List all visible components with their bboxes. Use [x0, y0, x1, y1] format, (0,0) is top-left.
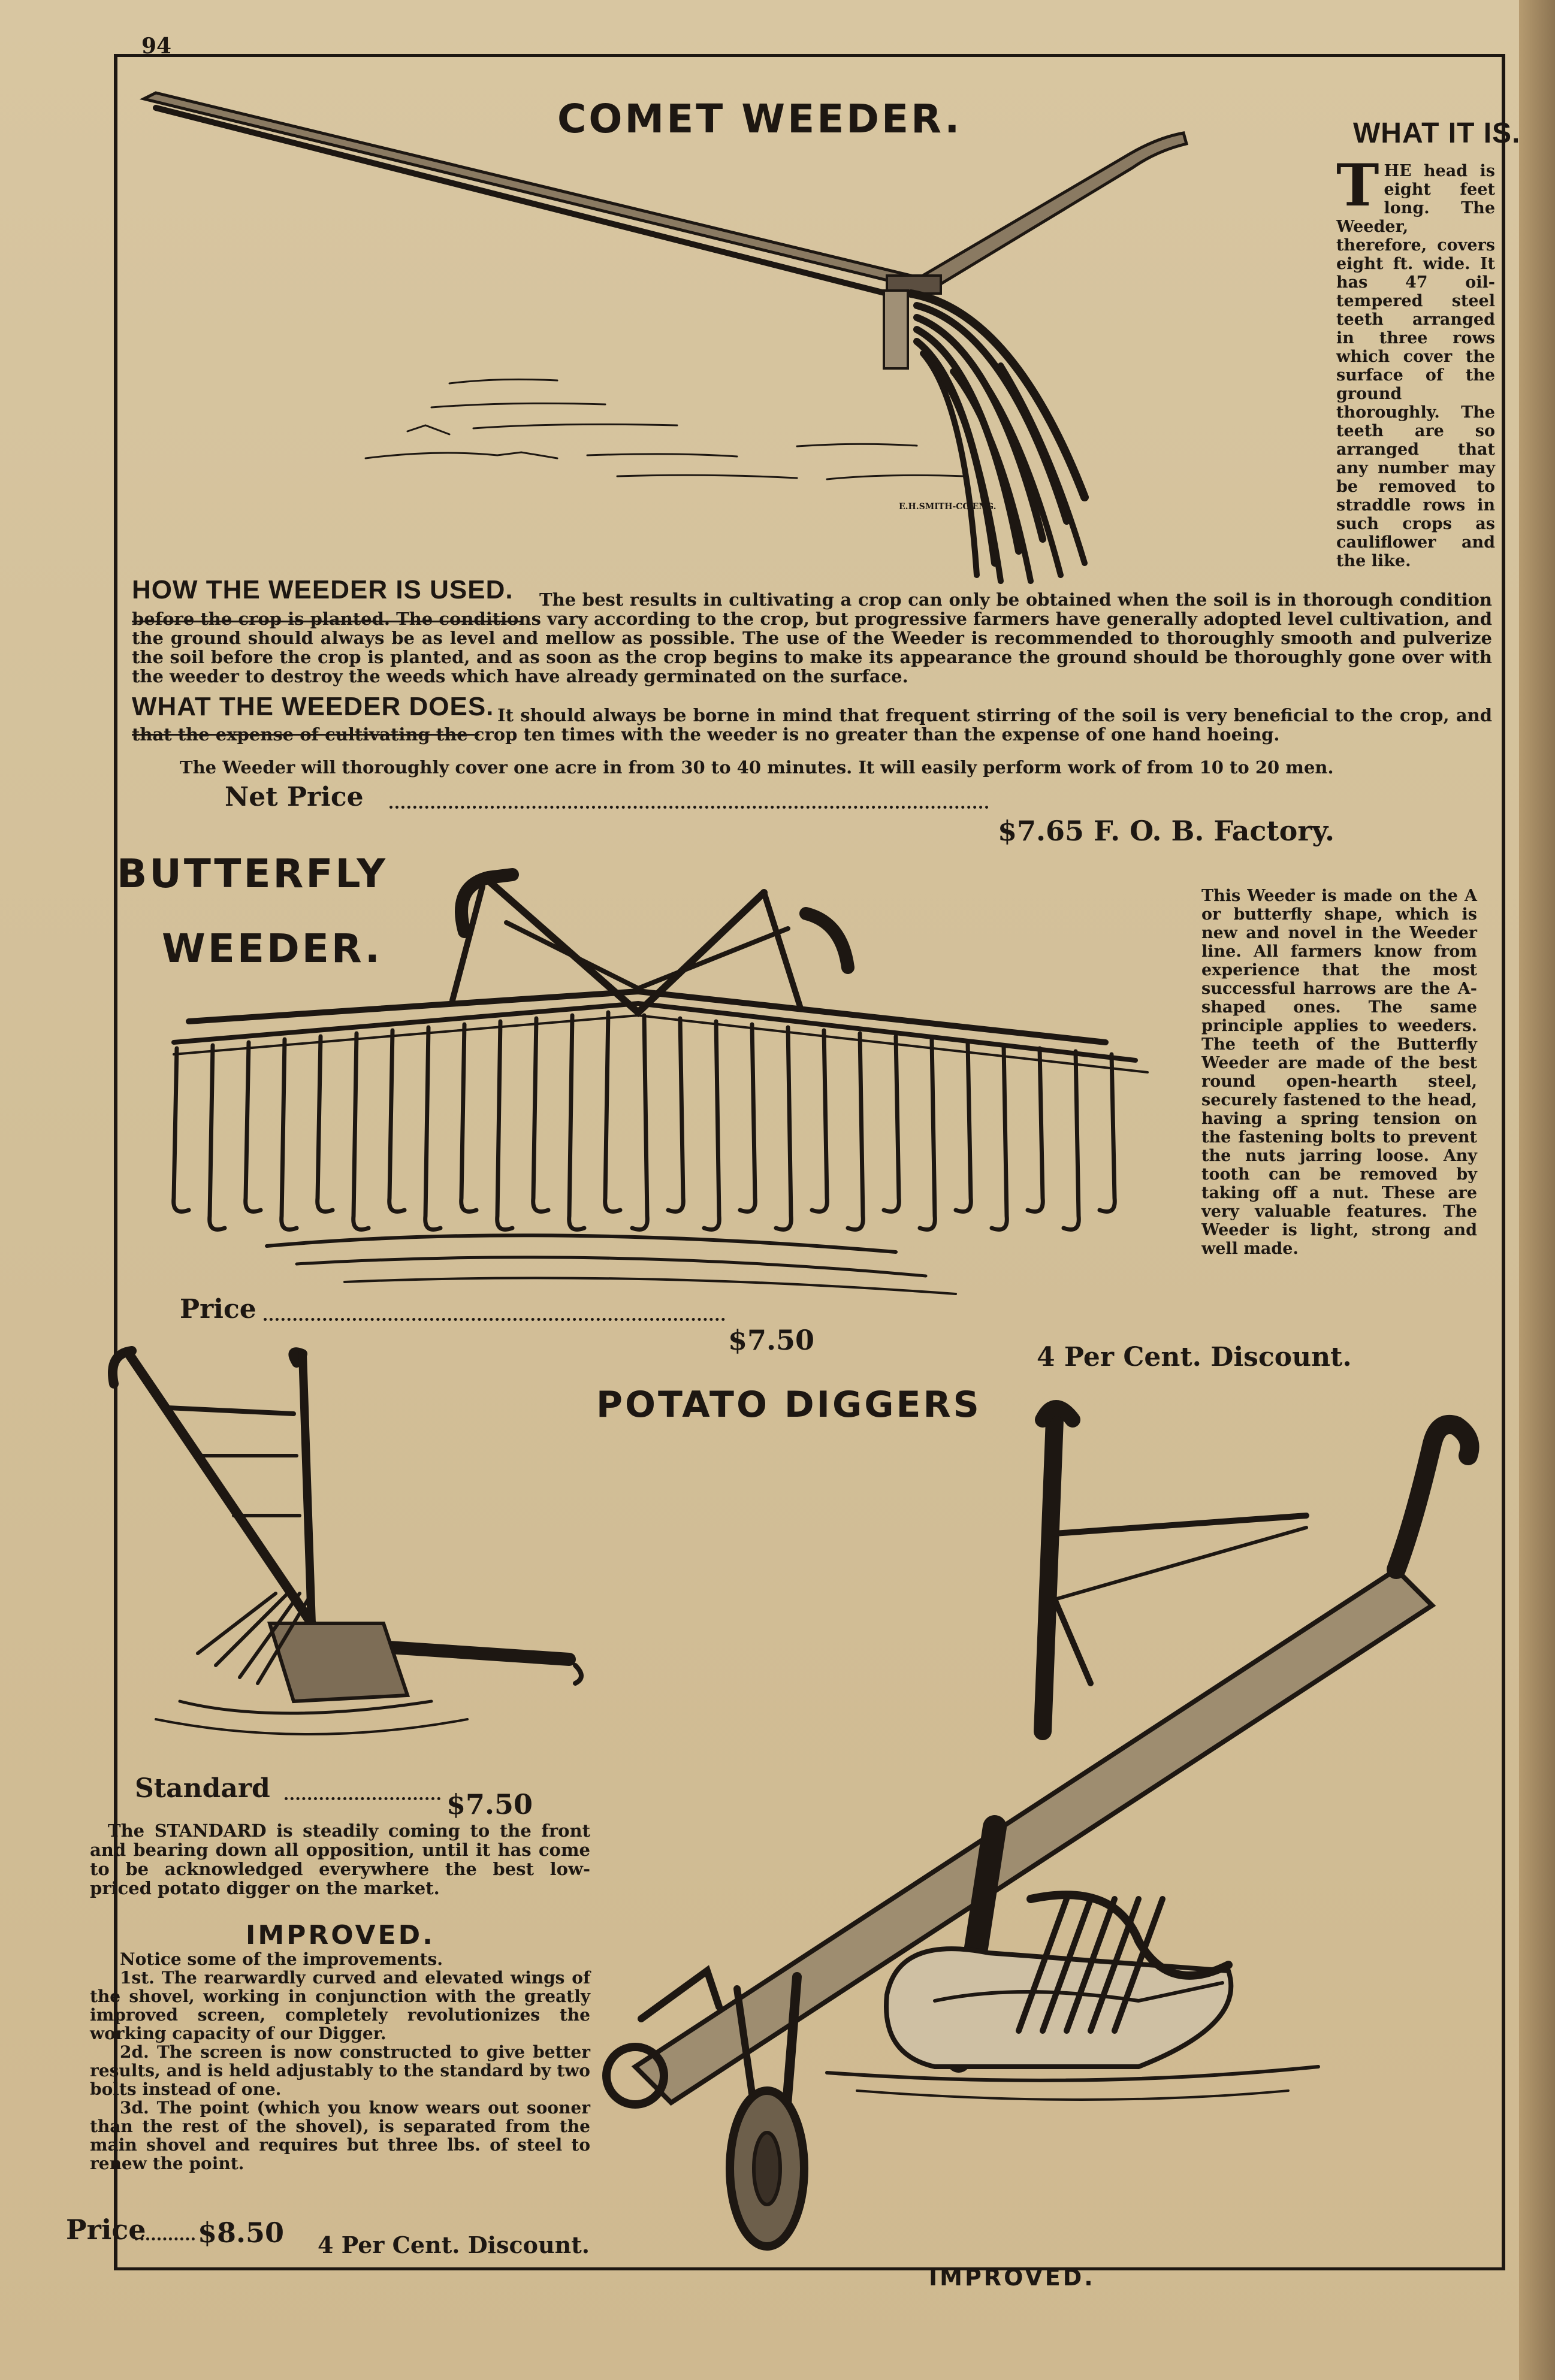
- butterfly-title-line2: WEEDER.: [162, 926, 382, 972]
- what-does-heading: WHAT THE WEEDER DOES.: [132, 692, 494, 721]
- standard-description: [90, 1821, 590, 1898]
- what-it-is-text: HE head is eight feet long. The Weeder, therefore, covers eight ft. wide. It has 47 oil-tempered steel teeth arranged in three rows which cover the surface of the ground thoroughly. The teeth are so arranged that any number may be removed to straddle rows in such crops as cauliflower and the like.: [1336, 162, 1495, 570]
- how-used-text: The best results in cultivating a crop can only be obtained when the soil is in thorough condition before the crop is planted. The conditions vary according to the crop, but progressive farmers have generally adopted level cultivation, and the ground should always be as level and mellow as possible. The use of the Weeder is recommended to thoroughly smooth and pulverize the soil before the crop is planted, and as soon as the crop begins to make its appearance the ground should be thoroughly gone over with the weeder to destroy the weeds which have already germinated on the surface.: [132, 589, 1492, 687]
- butterfly-price-leader: [264, 1318, 725, 1321]
- improvements-intro: Notice some of the improvements.: [120, 1949, 443, 1969]
- butterfly-description: This Weeder is made on the A or butterfly shape, which is new and novel in the Weeder line. All farmers know from experience that the most successful harrows are the A-shaped ones. The same principle applies to weeders. The teeth of the Butterfly Weeder are made of the best round open-hearth steel, securely fastened to the head, having a spring tension on the fastening bolts to prevent the nuts jarring loose. Any tooth can be removed by taking off a nut. These are very valuable features. The Weeder is light, strong and well made.: [1201, 887, 1477, 1258]
- what-it-is-text-block: [1336, 152, 1495, 570]
- butterfly-weeder-illustration: [117, 863, 1171, 1318]
- standard-description-text: is steadily coming to the front and bearing down all opposition, until it has come to be acknowledged everywhere the best low-priced potato digger on the market.: [90, 1820, 590, 1898]
- standard-price-value: $7.50: [446, 1788, 533, 1820]
- improved-price-label: Price: [66, 2213, 146, 2246]
- improvements-block: [90, 1950, 590, 2173]
- butterfly-title-line1: BUTTERFLY: [117, 851, 388, 897]
- butterfly-price-value: $7.50: [728, 1324, 815, 1356]
- comet-price-label: Net Price: [225, 782, 364, 812]
- standard-price-label: Standard: [135, 1773, 270, 1804]
- improved-caption: IMPROVED.: [929, 2264, 1095, 2291]
- improved-price-value: $8.50: [198, 2216, 285, 2249]
- improved-heading: IMPROVED.: [246, 1920, 435, 1950]
- butterfly-price-label: Price: [180, 1294, 256, 1324]
- improved-digger-illustration: [599, 1372, 1480, 2270]
- standard-description-bold: The STANDARD: [108, 1820, 267, 1841]
- what-does-text: It should always be borne in mind that frequent stirring of the soil is very beneficial to the crop, and that the expense of cultivating the crop ten times with the weeder is no greater than the expense of one hand hoeing.: [132, 705, 1492, 745]
- standard-digger-illustration: [96, 1342, 587, 1773]
- comet-weeder-illustration: [138, 84, 1312, 599]
- comet-price-value: $7.65 F. O. B. Factory.: [998, 815, 1335, 847]
- improvement-item-2: 2d. The screen is now constructed to give better results, and is held adjustably to the standard by two bolts instead of one.: [90, 2042, 590, 2099]
- dropcap-letter: T: [1336, 152, 1379, 219]
- comet-weeder-title: COMET WEEDER.: [557, 96, 962, 142]
- improved-discount: 4 Per Cent. Discount.: [318, 2231, 590, 2258]
- page-number: 94: [141, 34, 172, 59]
- improvement-item-1: 1st. The rearwardly curved and elevated wings of the shovel, working in conjunction with the greatly improved screen, completely revolutionizes the working capacity of our Digger.: [90, 1968, 590, 2043]
- butterfly-discount: 4 Per Cent. Discount.: [1037, 1342, 1352, 1372]
- how-used-heading: HOW THE WEEDER IS USED.: [132, 575, 514, 604]
- coverage-text: The Weeder will thoroughly cover one acre in from 30 to 40 minutes. It will easily perform work of from 10 to 20 men.: [180, 757, 1334, 778]
- what-it-is-heading: WHAT IT IS.: [1353, 117, 1521, 149]
- engraver-credit: E.H.SMITH-CO.ENG.: [899, 502, 997, 512]
- improved-price-leader: [135, 2237, 195, 2240]
- potato-diggers-title: POTATO DIGGERS: [596, 1384, 982, 1426]
- comet-price-leader: [389, 806, 989, 809]
- improvement-item-3: 3d. The point (which you know wears out sooner than the rest of the shovel), is separated from the main shovel and requires but three lbs. of steel to renew the point.: [90, 2098, 590, 2173]
- page-edge-shadow: [1519, 0, 1555, 2380]
- standard-price-leader: [285, 1797, 440, 1800]
